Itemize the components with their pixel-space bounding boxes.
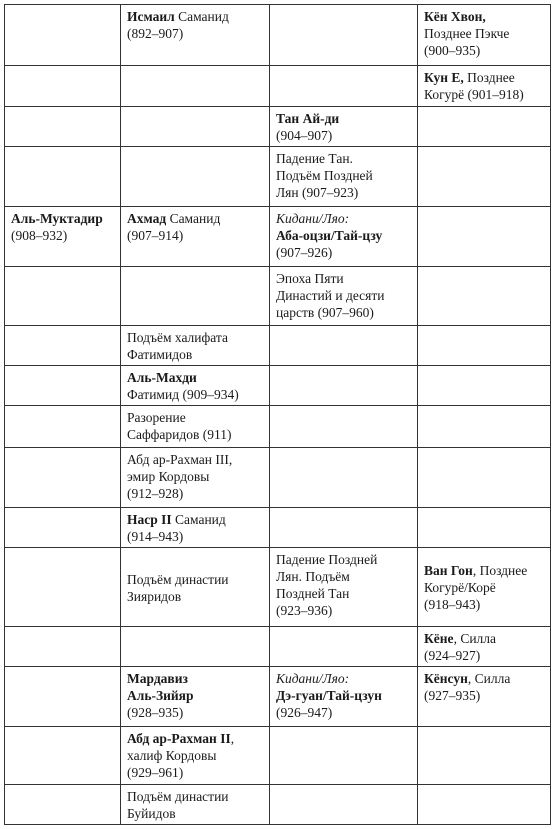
table-row bbox=[5, 147, 551, 207]
table-cell bbox=[270, 508, 418, 548]
table-cell bbox=[5, 448, 121, 508]
table-cell bbox=[5, 406, 121, 448]
table-cell bbox=[121, 107, 270, 147]
ruler-name: Кёне bbox=[424, 631, 454, 646]
table-row bbox=[5, 727, 551, 785]
table-cell: Ван Гон, Позднее Когурё/Корё (918–943) bbox=[418, 548, 551, 627]
reign-dates: (900–935) bbox=[424, 43, 481, 58]
dynasty-label: Кидани/Ляо: bbox=[276, 211, 350, 226]
reign-dates: (892–907) bbox=[127, 26, 184, 41]
table-cell bbox=[270, 448, 418, 508]
table-row bbox=[5, 406, 551, 448]
table-cell bbox=[418, 326, 551, 366]
table-cell: Мардавиз Аль-Зийяр (928–935) bbox=[121, 667, 270, 727]
table-cell bbox=[5, 66, 121, 107]
table-cell bbox=[270, 667, 418, 727]
table-cell bbox=[5, 366, 121, 406]
table-cell bbox=[5, 147, 121, 207]
table-cell: Разорение Саффаридов (911) bbox=[121, 406, 270, 448]
table-cell bbox=[121, 627, 270, 667]
table-cell: Аль-Махди Фатимид (909–934) bbox=[121, 366, 270, 406]
table-cell bbox=[5, 267, 121, 326]
table-row bbox=[5, 366, 551, 406]
table-row bbox=[5, 448, 551, 508]
table-cell bbox=[5, 5, 121, 66]
ruler-name: Ван Гон bbox=[424, 563, 473, 578]
table-cell bbox=[418, 508, 551, 548]
reign-dates: (914–943) bbox=[127, 529, 184, 544]
table-cell bbox=[270, 207, 418, 267]
table-cell: Подъём династии Зияридов bbox=[121, 548, 270, 627]
table-cell bbox=[121, 66, 270, 107]
table-cell bbox=[5, 508, 121, 548]
ruler-name: Наср II bbox=[127, 512, 172, 527]
table-cell: Кён Хвон, Позднее Пэкче (900–935) bbox=[418, 5, 551, 66]
table-cell bbox=[270, 66, 418, 107]
table-row bbox=[5, 5, 551, 66]
table-row bbox=[5, 508, 551, 548]
ruler-name: Кён Хвон, bbox=[424, 9, 486, 24]
table-row bbox=[5, 66, 551, 107]
table-row bbox=[5, 207, 551, 267]
table-cell bbox=[418, 785, 551, 825]
reign-dates: (904–907) bbox=[276, 128, 333, 143]
reign-dates: (908–932) bbox=[11, 228, 68, 243]
table-cell bbox=[270, 727, 418, 785]
ruler-name: Тан Ай-ди bbox=[276, 111, 340, 126]
table-row bbox=[5, 667, 551, 727]
table-row bbox=[5, 267, 551, 326]
table-cell bbox=[5, 107, 121, 147]
ruler-name: Аль-Махди bbox=[127, 370, 197, 385]
table-row bbox=[5, 326, 551, 366]
ruler-name: Абд ар-Рахман II bbox=[127, 731, 231, 746]
ruler-name: Ахмад bbox=[127, 211, 167, 226]
reign-dates: (928–935) bbox=[127, 705, 184, 720]
ruler-name: Аль-Муктадир bbox=[11, 211, 103, 226]
table-cell bbox=[418, 406, 551, 448]
table-cell: Ахмад Саманид (907–914) bbox=[121, 207, 270, 267]
reign-dates: (923–936) bbox=[276, 603, 333, 618]
ruler-name: Дэ-гуан/Тай-цзун bbox=[276, 688, 382, 703]
table-cell: Абд ар-Рахман II, халиф Кордовы (929–961) bbox=[121, 727, 270, 785]
table-cell bbox=[5, 627, 121, 667]
ruler-name: Исмаил bbox=[127, 9, 175, 24]
table-cell: Падение Поздней Лян. Подъём Поздней Тан (923–936) bbox=[270, 548, 418, 627]
table-cell bbox=[418, 207, 551, 267]
table-cell: Наср II Саманид (914–943) bbox=[121, 508, 270, 548]
ruler-name: Кун Е, bbox=[424, 70, 464, 85]
table-cell bbox=[418, 147, 551, 207]
table-cell bbox=[270, 366, 418, 406]
table-cell bbox=[418, 366, 551, 406]
ruler-name: Мардавиз bbox=[127, 671, 188, 686]
reign-dates: (929–961) bbox=[127, 765, 184, 780]
reign-dates: (907–926) bbox=[276, 245, 333, 260]
table-cell: Исмаил Саманид (892–907) bbox=[121, 5, 270, 66]
ruler-name: Кёнсун bbox=[424, 671, 468, 686]
table-cell bbox=[270, 326, 418, 366]
reign-dates: (912–928) bbox=[127, 486, 184, 501]
reign-dates: (907–914) bbox=[127, 228, 184, 243]
table-cell bbox=[5, 727, 121, 785]
table-cell bbox=[5, 548, 121, 627]
dynasty-label: Кидани/Ляо: bbox=[276, 671, 350, 686]
table-cell: Эпоха Пяти Династий и десяти царств (907–960) bbox=[270, 267, 418, 326]
table-cell bbox=[270, 107, 418, 147]
table-row bbox=[5, 107, 551, 147]
table-cell bbox=[418, 448, 551, 508]
table-cell: Подъём халифата Фатимидов bbox=[121, 326, 270, 366]
reign-dates: (918–943) bbox=[424, 597, 481, 612]
table-row bbox=[5, 627, 551, 667]
chronology-table bbox=[4, 4, 551, 825]
table-cell: Подъём династии Буйидов bbox=[121, 785, 270, 825]
table-cell: Падение Тан. Подъём Поздней Лян (907–923) bbox=[270, 147, 418, 207]
table-cell bbox=[5, 785, 121, 825]
table-cell bbox=[5, 326, 121, 366]
table-cell: Кёне, Силла (924–927) bbox=[418, 627, 551, 667]
reign-dates: (927–935) bbox=[424, 688, 481, 703]
table-cell bbox=[5, 207, 121, 267]
table-cell bbox=[418, 107, 551, 147]
table-cell bbox=[121, 147, 270, 207]
table-cell bbox=[121, 267, 270, 326]
table-cell bbox=[5, 667, 121, 727]
table-cell: Кёнсун, Силла (927–935) bbox=[418, 667, 551, 727]
table-cell: Абд ар-Рахман III, эмир Кордовы (912–928) bbox=[121, 448, 270, 508]
table-row bbox=[5, 785, 551, 825]
table-row bbox=[5, 548, 551, 627]
table-cell bbox=[270, 406, 418, 448]
ruler-name: Аба-оцзи/Тай-цзу bbox=[276, 228, 383, 243]
table-cell: Кун Е, Позднее Когурё (901–918) bbox=[418, 66, 551, 107]
table-cell bbox=[270, 785, 418, 825]
table-cell bbox=[270, 627, 418, 667]
reign-dates: (924–927) bbox=[424, 648, 481, 663]
table-cell bbox=[270, 5, 418, 66]
table-cell bbox=[418, 267, 551, 326]
table-cell bbox=[418, 727, 551, 785]
reign-dates: (926–947) bbox=[276, 705, 333, 720]
